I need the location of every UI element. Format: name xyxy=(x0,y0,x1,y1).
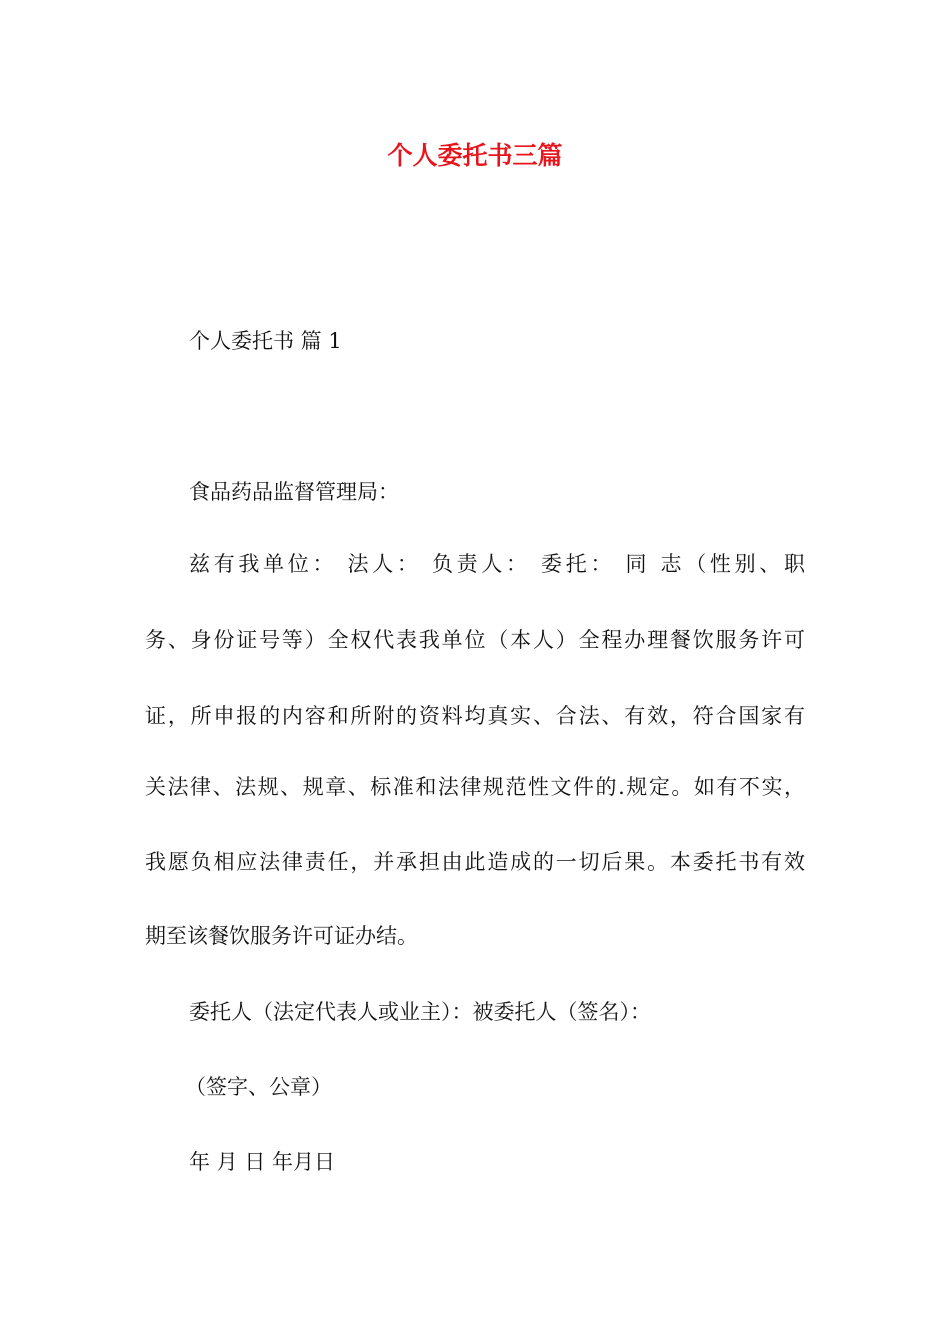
addressee: 食品药品监督管理局： xyxy=(189,480,399,504)
section-heading: 个人委托书 篇 1 xyxy=(189,329,342,353)
document-title: 个人委托书三篇 xyxy=(387,141,563,170)
signature-line: 委托人（法定代表人或业主）：被委托人（签名）： xyxy=(189,1000,651,1024)
body-line-1: 兹有我单位： 法人： 负责人： 委托： 同 志（性别、职 xyxy=(189,552,805,576)
date-line: 年 月 日 年月日 xyxy=(189,1150,336,1174)
body-line-3: 证，所申报的内容和所附的资料均真实、合法、有效，符合国家有 xyxy=(145,704,805,728)
body-line-5: 我愿负相应法律责任，并承担由此造成的一切后果。本委托书有效 xyxy=(145,850,805,874)
body-line-2: 务、身份证号等）全权代表我单位（本人）全程办理餐饮服务许可 xyxy=(145,628,805,652)
body-line-4: 关法律、法规、规章、标准和法律规范性文件的.规定。如有不实， xyxy=(145,775,805,799)
seal-line: （签字、公章） xyxy=(185,1075,332,1099)
body-line-6: 期至该餐饮服务许可证办结。 xyxy=(145,924,418,948)
